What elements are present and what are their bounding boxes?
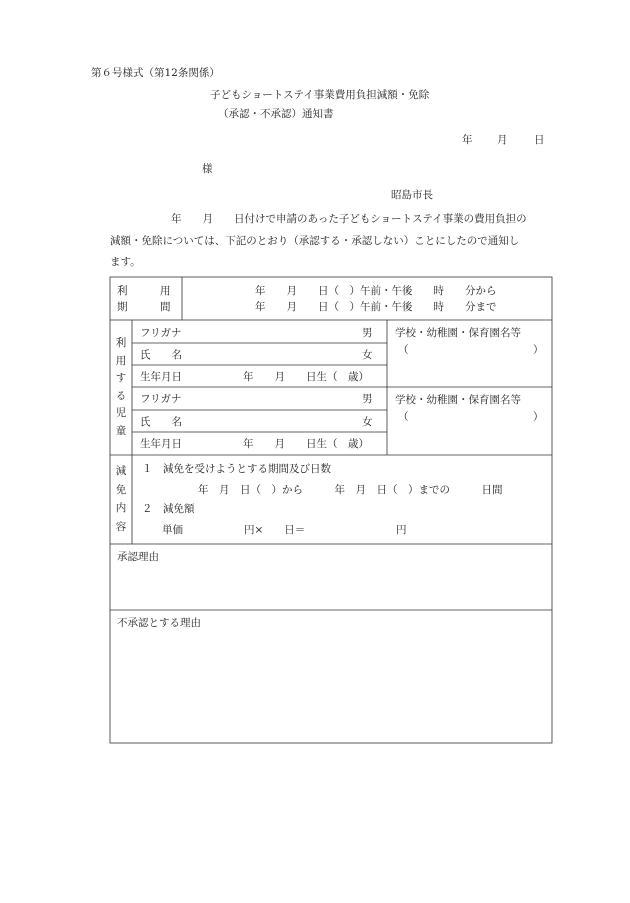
children-label-char: 童 <box>115 424 127 437</box>
child1-furigana-label: フリガナ <box>140 327 182 339</box>
child1-name-label: 氏 名 <box>140 349 182 361</box>
reduction-label-char: 免 <box>115 483 127 496</box>
reduction-label-char: 内 <box>115 502 127 514</box>
children-label-char: 用 <box>115 354 127 367</box>
child2-furigana-label: フリガナ <box>140 393 182 405</box>
child2-school-paren-open: （ <box>398 411 409 423</box>
period-label-bottom-b: 間 <box>160 301 171 313</box>
date-day: 日 <box>534 134 545 146</box>
form-number-label: 第６号様式（第12条関係） <box>91 67 220 79</box>
period-label-top-b: 用 <box>160 285 171 297</box>
addressee-suffix: 様 <box>202 163 213 175</box>
children-label-char: す <box>115 372 127 384</box>
reduction-label-char: 容 <box>115 520 127 533</box>
child1-gender-male: 男 <box>362 327 373 339</box>
children-label-char: 利 <box>115 337 127 349</box>
children-label-char: る <box>115 389 127 402</box>
unit-price-label: 単価 <box>162 524 183 536</box>
child2-name-label: 氏 名 <box>140 416 182 428</box>
child1-gender-female: 女 <box>362 349 373 361</box>
reduction-section-label <box>115 466 127 532</box>
unit-price-formula: 円× 日＝ <box>244 524 306 536</box>
child2-gender-female: 女 <box>362 416 373 428</box>
child2-birth-label: 生年月日 <box>140 438 182 450</box>
child2-birth-value: 年 月 日生（ 歳） <box>243 438 369 450</box>
period-to: 年 月 日（ ）午前・午後 時 分まで <box>255 301 497 313</box>
child1-school-label: 学校・幼稚園・保育園名等 <box>395 327 521 339</box>
child2-gender-male: 男 <box>362 393 373 405</box>
period-from: 年 月 日（ ）午前・午後 時 分から <box>255 285 497 297</box>
reduction-item1-title: １ 減免を受けようとする期間及び日数 <box>142 463 331 475</box>
child2-school-label: 学校・幼稚園・保育園名等 <box>395 394 521 406</box>
child1-birth-value: 年 月 日生（ 歳） <box>243 371 369 383</box>
reduction-item2-title: ２ 減免額 <box>142 503 195 515</box>
rejection-reason-label: 不承認とする理由 <box>117 617 201 629</box>
body-line3: ます。 <box>110 256 141 268</box>
body-line1: 年 月 日付けで申請のあった子どもショートステイ事業の費用負担の <box>171 213 527 225</box>
child1-school-paren-close: ） <box>533 344 544 356</box>
total-yen-unit: 円 <box>396 524 407 536</box>
reduction-item1-period: 年 月 日（ ）から 年 月 日（ ）までの 日間 <box>198 484 503 496</box>
date-month: 月 <box>497 134 508 146</box>
children-label-char: 児 <box>115 407 127 419</box>
period-label-bottom-a: 期 <box>117 301 128 313</box>
approval-reason-label: 承認理由 <box>117 551 159 563</box>
period-label-top-a: 利 <box>117 285 128 297</box>
reduction-label-char: 減 <box>115 465 127 477</box>
children-section-label <box>115 338 127 436</box>
date-year: 年 <box>462 134 473 146</box>
document-title-line2: （承認・不承認）通知書 <box>218 108 334 120</box>
document-title-line1: 子どもショートステイ事業費用負担減額・免除 <box>210 89 430 101</box>
child1-birth-label: 生年月日 <box>140 371 182 383</box>
child1-school-paren-open: （ <box>398 344 409 356</box>
issuer-name: 昭島市長 <box>391 189 433 201</box>
body-line2: 減額・免除については、下記のとおり（承認する・承認しない）ことにしたので通知し <box>110 235 520 247</box>
child2-school-paren-close: ） <box>533 411 544 423</box>
